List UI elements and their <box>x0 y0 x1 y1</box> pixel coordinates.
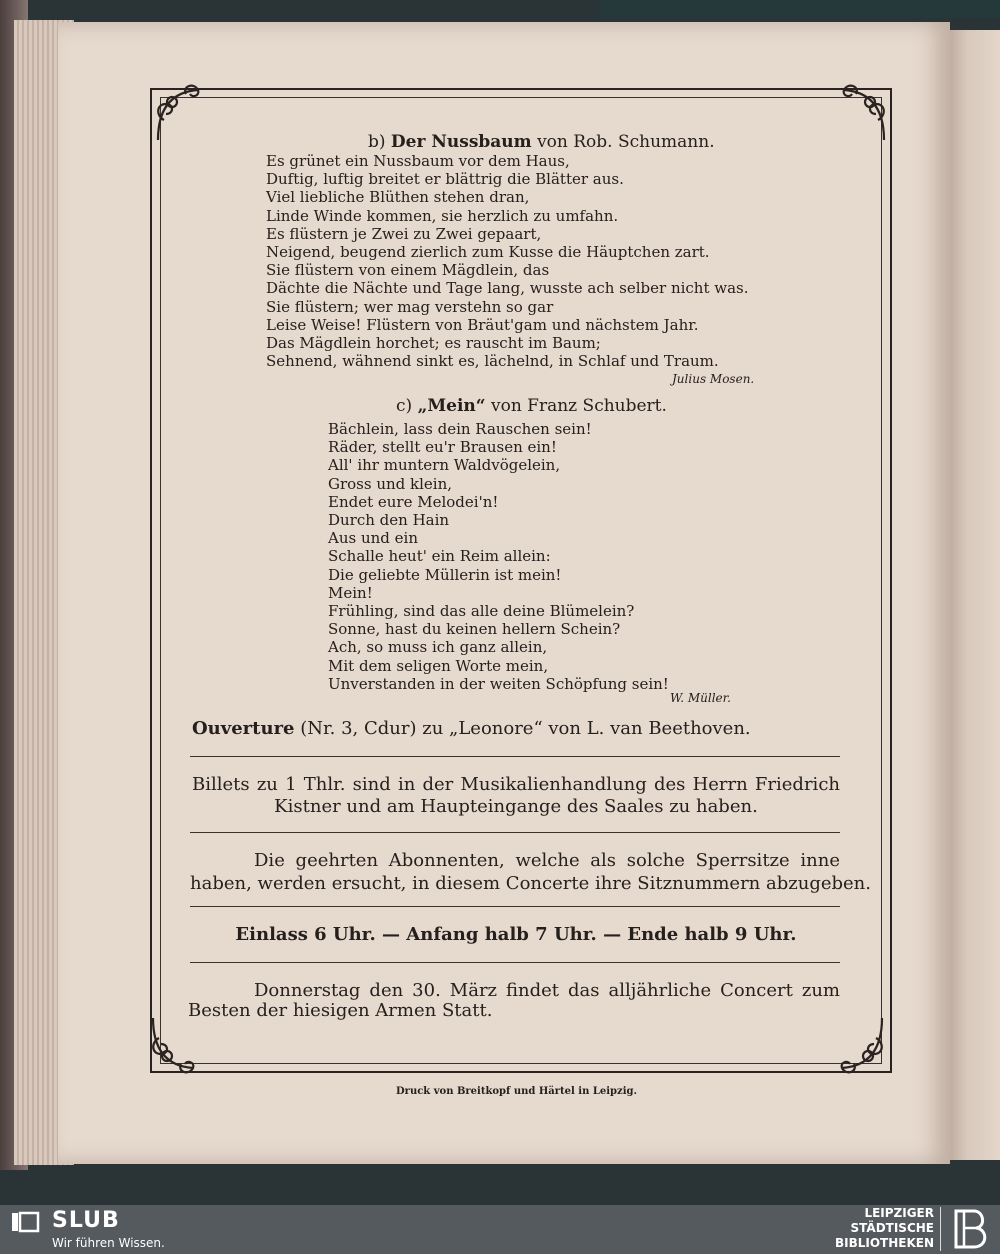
ouverture-title: Ouverture <box>192 718 295 739</box>
billets-line-1: Billets zu 1 Thlr. sind in der Musikalienhandlung des Herrn Friedrich <box>192 774 840 795</box>
billets-line-2: Kistner und am Haupteingange des Saales zu haben. <box>274 796 758 817</box>
corner-ornament-icon <box>145 1014 209 1078</box>
poem-line: Viel liebliche Blüthen stehen dran, <box>266 188 530 207</box>
poem-line: Mein! <box>328 583 373 602</box>
poem-line: Unverstanden in der weiten Schöpfung sein! <box>328 674 669 693</box>
poem-line: Aus und ein <box>328 529 418 548</box>
schumann-title: Der Nussbaum <box>390 132 532 152</box>
schumann-composer: von Rob. Schumann. <box>537 132 715 152</box>
schubert-heading <box>396 396 667 416</box>
schubert-title: „Mein“ <box>417 396 486 416</box>
corner-ornament-icon <box>826 1014 890 1078</box>
divider-rule <box>190 832 840 833</box>
poem-line: Sehnend, wähnend sinkt es, lächelnd, in Schlaf und Traum. <box>266 352 719 371</box>
poem-line: Sie flüstern; wer mag verstehn so gar <box>266 297 554 316</box>
poem-line: Frühling, sind das alle deine Blümelein? <box>328 602 635 621</box>
poem-line: Leise Weise! Flüstern von Bräut'gam und nächstem Jahr. <box>266 315 699 334</box>
divider-rule <box>190 906 840 907</box>
schubert-prefix: c) <box>396 396 413 416</box>
einlass-times: Einlass 6 Uhr. — Anfang halb 7 Uhr. — Ende halb 9 Uhr. <box>235 924 797 945</box>
poem-line: All' ihr muntern Waldvögelein, <box>328 456 561 475</box>
poem-line: Räder, stellt eu'r Brausen ein! <box>328 438 557 457</box>
lsb-name-line: BIBLIOTHEKEN <box>834 1236 934 1250</box>
schubert-author: W. Müller. <box>670 691 731 705</box>
lsb-name-line: STÄDTISCHE <box>850 1221 934 1235</box>
abonnenten-line-1: Die geehrten Abonnenten, welche als solche Sperrsitze inne <box>254 850 840 871</box>
divider-rule <box>190 962 840 963</box>
ouverture-line <box>192 718 751 739</box>
book-cloth-edge <box>600 0 1000 18</box>
schubert-composer: von Franz Schubert. <box>490 396 667 416</box>
poem-line: Schalle heut' ein Reim allein: <box>328 547 551 566</box>
poem-line: Duftig, luftig breitet er blättrig die Blätter aus. <box>266 170 624 189</box>
slub-logo-icon <box>12 1211 40 1233</box>
slub-name: SLUB <box>52 1208 120 1233</box>
lsb-name <box>835 1206 934 1251</box>
facing-page-edge <box>946 30 1000 1160</box>
slub-tagline: Wir führen Wissen. <box>52 1236 165 1250</box>
poem-line: Sonne, hast du keinen hellern Schein? <box>328 620 621 639</box>
schumann-heading <box>368 132 715 152</box>
abonnenten-line-2: haben, werden ersucht, in diesem Concerte ihre Sitznummern abzugeben. <box>190 873 871 894</box>
lsb-logo-icon <box>950 1207 992 1251</box>
corner-ornament-icon <box>828 80 892 144</box>
poem-line: Bächlein, lass dein Rauschen sein! <box>328 420 592 438</box>
poem-line: Gross und klein, <box>328 474 453 493</box>
poem-line: Ach, so muss ich ganz allein, <box>328 638 548 657</box>
schumann-poem <box>266 152 749 370</box>
schubert-poem <box>328 420 669 693</box>
poem-line: Es flüstern je Zwei zu Zwei gepaart, <box>266 224 542 243</box>
donnerstag-line-2: Besten der hiesigen Armen Statt. <box>188 1000 493 1021</box>
poem-line: Es grünet ein Nussbaum vor dem Haus, <box>266 152 570 170</box>
schumann-author: Julius Mosen. <box>672 372 755 386</box>
schumann-prefix: b) <box>368 132 386 152</box>
divider-rule <box>190 756 840 757</box>
poem-line: Durch den Hain <box>328 511 450 530</box>
poem-line: Linde Winde kommen, sie herzlich zu umfahn. <box>266 206 619 225</box>
poem-line: Mit dem seligen Worte mein, <box>328 656 549 675</box>
ouverture-text: (Nr. 3, Cdur) zu „Leonore“ von L. van Beethoven. <box>300 718 751 739</box>
poem-line: Neigend, beugend zierlich zum Kusse die Häuptchen zart. <box>266 243 710 262</box>
poem-line: Sie flüstern von einem Mägdlein, das <box>266 261 550 280</box>
poem-line: Das Mägdlein horchet; es rauscht im Baum; <box>266 334 601 353</box>
lsb-name-line: LEIPZIGER <box>864 1206 934 1220</box>
donnerstag-line-1: Donnerstag den 30. März findet das alljährliche Concert zum <box>254 980 840 1001</box>
poem-line: Endet eure Melodei'n! <box>328 492 499 511</box>
printer-imprint: Druck von Breitkopf und Härtel in Leipzig. <box>396 1086 637 1097</box>
poem-line: Dächte die Nächte und Tage lang, wusste ach selber nicht was. <box>266 279 749 298</box>
corner-ornament-icon <box>150 80 214 144</box>
footer-separator <box>940 1207 941 1251</box>
poem-line: Die geliebte Müllerin ist mein! <box>328 565 562 584</box>
